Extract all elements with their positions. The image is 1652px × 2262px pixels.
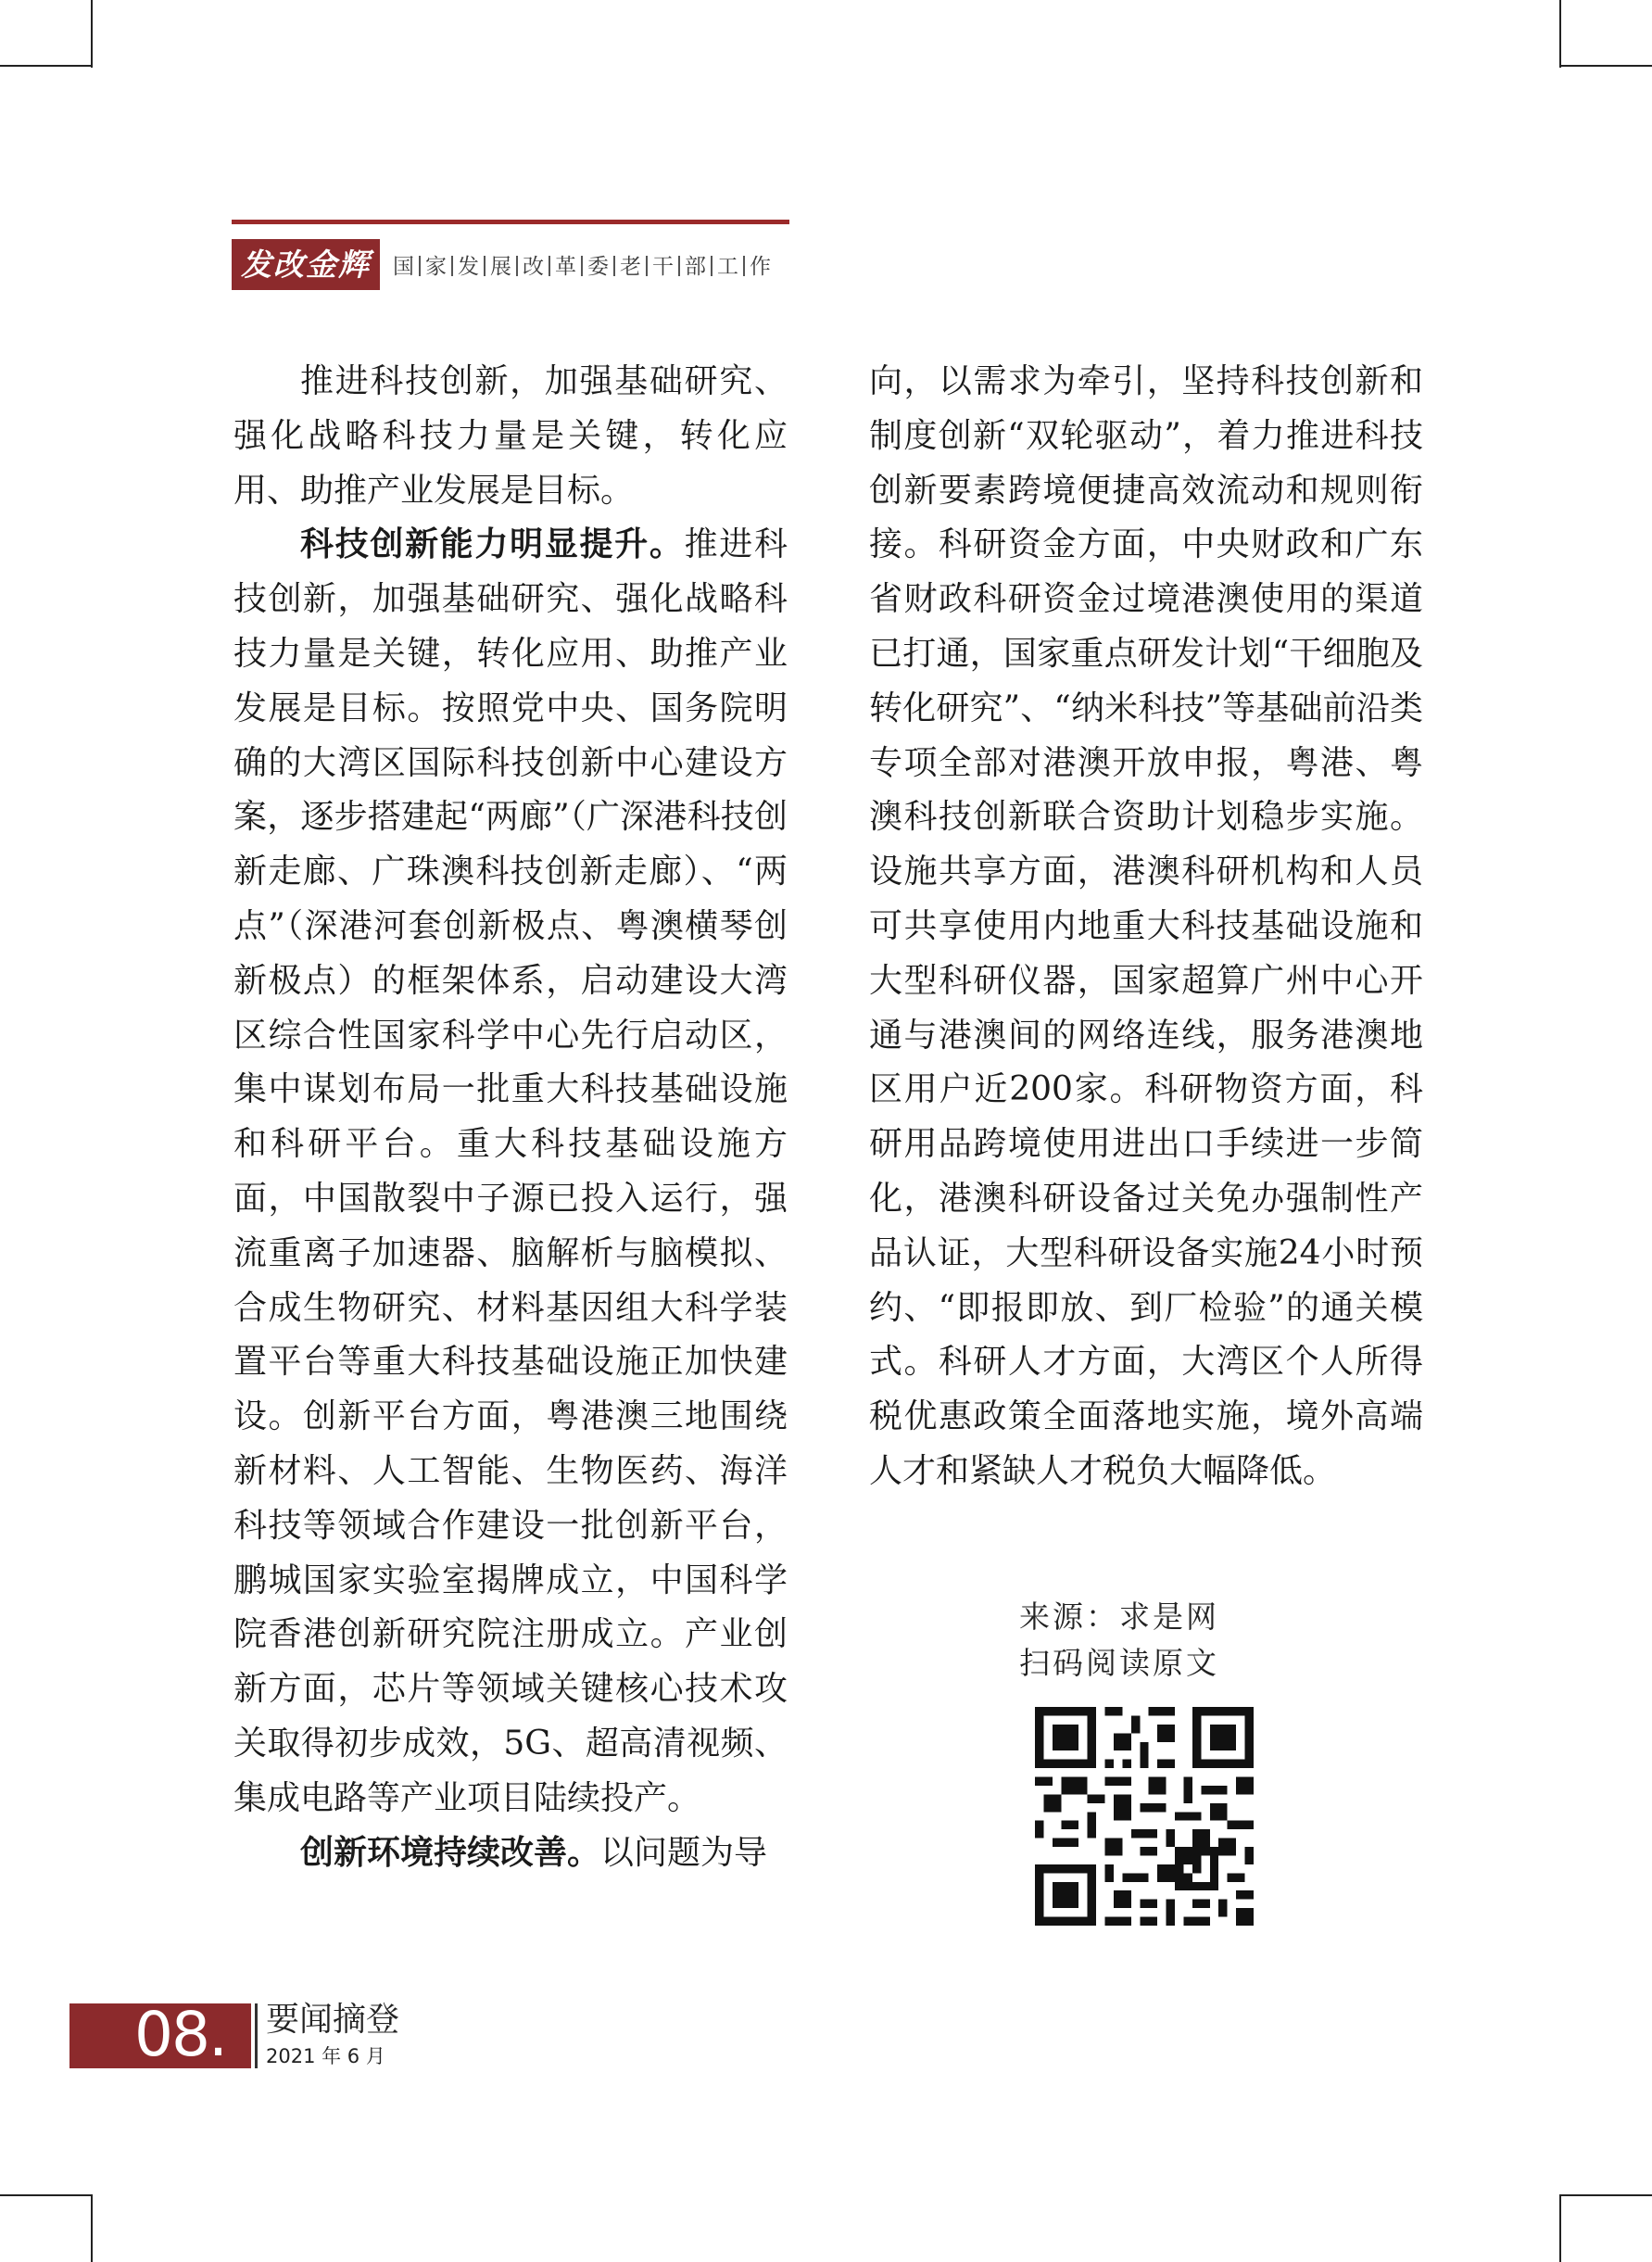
- source-block: [1019, 1594, 1279, 1687]
- org-char: 干: [652, 255, 674, 279]
- paragraph-heading: 创新环境持续改善。: [300, 1833, 601, 1872]
- org-char: 老: [620, 255, 641, 279]
- paragraph-innovation-capacity: [233, 518, 788, 1826]
- paragraph-heading: 科技创新能力明显提升。: [300, 525, 685, 564]
- left-column: [233, 355, 788, 1880]
- source-label: 来源：求是网: [1019, 1599, 1219, 1635]
- org-char: 发: [458, 255, 479, 279]
- org-char: 国: [393, 255, 414, 279]
- scan-hint: 扫码阅读原文: [1019, 1645, 1219, 1681]
- paragraph-body: 推进科技创新，加强基础研究、强化战略科技力量是关键，转化应用、助推产业发展是目标。按照党中央、国务院明确的大湾区国际科技创新中心建设方案，逐步搭建起“两廊”（广深港科技创新走廊、广珠澳科技创新走廊）、“两点”（深港河套创新极点、粤澳横琴创新极点）的框架体系，启动建设大湾区综合性国家科学中心先行启动区，集中谋划布局一批重大科技基础设施和科研平台。重大科技基础设施方面，中国散裂中子源已投入运行，强流重离子加速器、脑解析与脑模拟、合成生物研究、材料基因组大科学装置平台等重大科技基础设施正加快建设。创新平台方面，粤港澳三地围绕新材料、人工智能、生物医药、海洋科技等领域合作建设一批创新平台，鹏城国家实验室揭牌成立，中国科学院香港创新研究院注册成立。产业创新方面，芯片等领域关键核心技术攻关取得初步成效，5G、超高清视频、集成电路等产业项目陆续投产。: [233, 525, 788, 1817]
- paragraph-body: 以问题为导: [600, 1833, 768, 1872]
- org-char: 部: [685, 255, 706, 279]
- crop-mark: [0, 65, 93, 67]
- org-char: 革: [555, 255, 576, 279]
- qr-code-icon[interactable]: [1035, 1707, 1254, 1926]
- crop-mark: [0, 0, 2, 2]
- paragraph-intro: 推进科技创新，加强基础研究、强化战略科技力量是关键，转化应用、助推产业发展是目标。: [233, 362, 788, 510]
- crop-mark: [91, 2194, 93, 2262]
- header-rule: [232, 220, 789, 224]
- org-char: 家: [425, 255, 447, 279]
- page-number: 08.: [134, 1999, 226, 2070]
- crop-mark: [0, 2194, 93, 2196]
- crop-mark: [1559, 0, 1561, 68]
- paragraph-innovation-environment: [233, 1826, 788, 1881]
- org-char: 作: [750, 255, 771, 279]
- header-org-name: [393, 248, 771, 285]
- org-char: 展: [490, 255, 511, 279]
- footer-date: 2021 年 6 月: [266, 2045, 385, 2067]
- right-column: [869, 355, 1423, 1499]
- footer-divider: [255, 2003, 258, 2068]
- column-badge: 发改金辉: [232, 239, 380, 290]
- org-char: 改: [523, 255, 544, 279]
- crop-mark: [1559, 65, 1652, 67]
- crop-mark: [91, 0, 93, 68]
- crop-mark: [1559, 2194, 1652, 2196]
- org-char: 工: [717, 255, 738, 279]
- footer-section-title: 要闻摘登: [266, 2001, 400, 2039]
- org-char: 委: [587, 255, 609, 279]
- crop-mark: [1559, 2194, 1561, 2262]
- paragraph-continued: 向，以需求为牵引，坚持科技创新和制度创新“双轮驱动”，着力推进科技创新要素跨境便捷高效流动和规则衔接。科研资金方面，中央财政和广东省财政科研资金过境港澳使用的渠道已打通，国家重点研发计划“干细胞及转化研究”、“纳米科技”等基础前沿类专项全部对港澳开放申报，粤港、粤澳科技创新联合资助计划稳步实施。设施共享方面，港澳科研机构和人员可共享使用内地重大科技基础设施和大型科研仪器，国家超算广州中心开通与港澳间的网络连线，服务港澳地区用户近200家。科研物资方面，科研用品跨境使用进出口手续进一步简化，港澳科研设备过关免办强制性产品认证，大型科研设备实施24小时预约、“即报即放、到厂检验”的通关模式。科研人才方面，大湾区个人所得税优惠政策全面落地实施，境外高端人才和紧缺人才税负大幅降低。: [869, 362, 1423, 1490]
